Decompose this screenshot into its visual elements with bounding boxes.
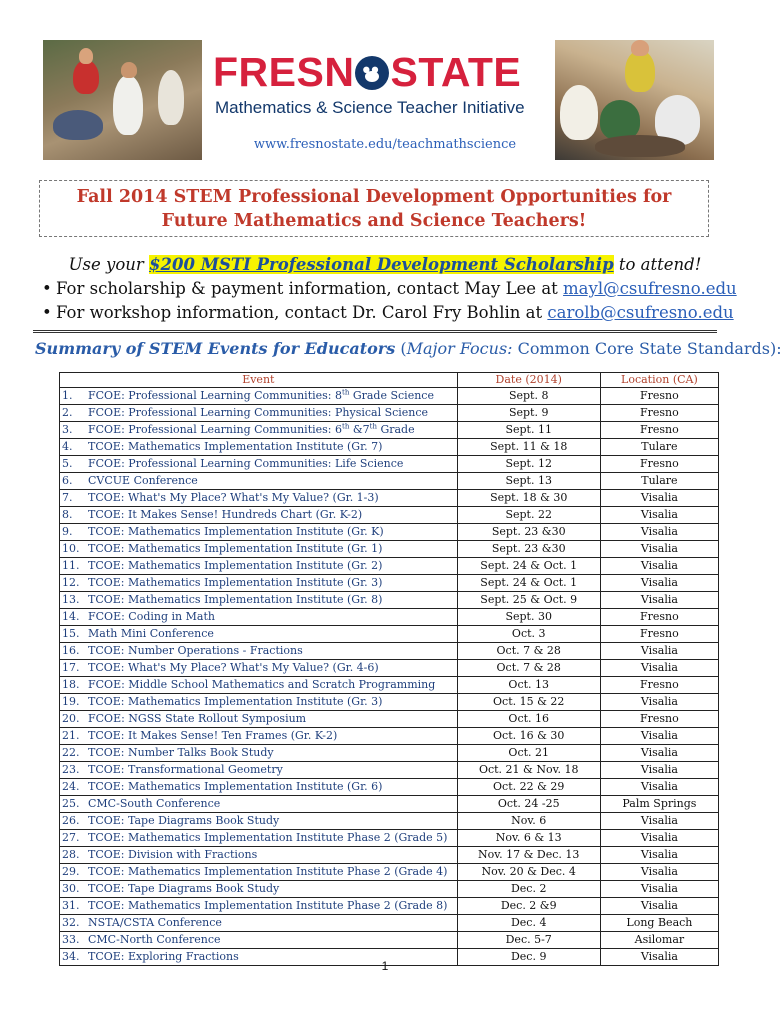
event-number: 20.	[62, 712, 80, 725]
event-number: 3.	[62, 423, 73, 436]
location-cell: Visalia	[600, 949, 718, 966]
event-number: 25.	[62, 797, 80, 810]
event-number: 12.	[62, 576, 80, 589]
date-cell: Sept. 22	[457, 507, 600, 524]
event-cell	[60, 864, 458, 881]
date-cell: Sept. 23 &30	[457, 524, 600, 541]
website-link[interactable]: www.fresnostate.edu/teachmathscience	[253, 137, 517, 152]
event-name: FCOE: NGSS State Rollout Symposium	[88, 712, 307, 725]
table-row	[60, 660, 719, 677]
event-number: 18.	[62, 678, 80, 691]
event-name: TCOE: Mathematics Implementation Institute Phase 2 (Grade 8)	[88, 899, 448, 912]
event-name: FCOE: Professional Learning Communities: 8th Grade Science	[88, 388, 434, 402]
event-cell	[60, 711, 458, 728]
event-name: TCOE: Exploring Fractions	[88, 950, 239, 963]
event-number: 26.	[62, 814, 80, 827]
paw-icon	[355, 56, 389, 90]
date-cell: Oct. 16	[457, 711, 600, 728]
table-row	[60, 456, 719, 473]
table-header-row	[60, 373, 719, 388]
location-cell: Visalia	[600, 558, 718, 575]
table-row	[60, 813, 719, 830]
contact-item-workshop	[42, 303, 734, 322]
location-cell: Long Beach	[600, 915, 718, 932]
event-name: TCOE: Mathematics Implementation Institute (Gr. 2)	[88, 559, 383, 572]
location-cell: Fresno	[600, 456, 718, 473]
location-cell: Tulare	[600, 473, 718, 490]
date-cell: Nov. 6 & 13	[457, 830, 600, 847]
location-cell: Fresno	[600, 422, 718, 439]
event-cell	[60, 490, 458, 507]
event-number: 7.	[62, 491, 73, 504]
event-name: CVCUE Conference	[88, 474, 198, 487]
event-name: TCOE: Division with Fractions	[88, 848, 258, 861]
date-cell: Oct. 24 -25	[457, 796, 600, 813]
event-number: 4.	[62, 440, 73, 453]
focus-value: Common Core State Standards	[512, 339, 770, 358]
location-cell: Visalia	[600, 694, 718, 711]
event-name: NSTA/CSTA Conference	[88, 916, 222, 929]
event-number: 33.	[62, 933, 80, 946]
event-cell	[60, 609, 458, 626]
date-cell: Oct. 13	[457, 677, 600, 694]
event-cell	[60, 439, 458, 456]
table-row	[60, 558, 719, 575]
location-cell: Visalia	[600, 762, 718, 779]
event-name: TCOE: Mathematics Implementation Institute (Gr. 8)	[88, 593, 383, 606]
fresno-state-logo	[213, 50, 533, 120]
summary-heading	[35, 339, 782, 358]
date-cell: Sept. 30	[457, 609, 600, 626]
table-row	[60, 898, 719, 915]
event-name: TCOE: Mathematics Implementation Institute (Gr. 1)	[88, 542, 383, 555]
event-cell	[60, 796, 458, 813]
location-cell: Visalia	[600, 643, 718, 660]
table-row	[60, 932, 719, 949]
email-link-mayl[interactable]: mayl@csufresno.edu	[563, 279, 737, 298]
date-cell: Sept. 8	[457, 388, 600, 405]
event-cell	[60, 847, 458, 864]
event-cell	[60, 762, 458, 779]
table-row	[60, 626, 719, 643]
date-cell: Sept. 13	[457, 473, 600, 490]
table-row	[60, 711, 719, 728]
event-number: 21.	[62, 729, 80, 742]
event-cell	[60, 813, 458, 830]
location-cell: Visalia	[600, 490, 718, 507]
date-cell: Sept. 18 & 30	[457, 490, 600, 507]
event-name: TCOE: Mathematics Implementation Institute (Gr. 3)	[88, 576, 383, 589]
event-cell	[60, 473, 458, 490]
date-cell: Dec. 9	[457, 949, 600, 966]
date-cell: Oct. 3	[457, 626, 600, 643]
date-cell: Sept. 11 & 18	[457, 439, 600, 456]
event-cell	[60, 660, 458, 677]
event-cell	[60, 456, 458, 473]
page-title-line-1: Fall 2014 STEM Professional Development Opportunities for	[76, 187, 672, 207]
contact-text: For workshop information, contact Dr. Carol Fry Bohlin at	[56, 303, 548, 322]
table-row	[60, 779, 719, 796]
table-row	[60, 422, 719, 439]
date-cell: Nov. 20 & Dec. 4	[457, 864, 600, 881]
event-cell	[60, 881, 458, 898]
table-row	[60, 677, 719, 694]
events-table	[59, 372, 719, 966]
date-cell: Dec. 4	[457, 915, 600, 932]
event-number: 28.	[62, 848, 80, 861]
contact-item-scholarship	[42, 279, 737, 298]
event-cell	[60, 405, 458, 422]
event-name: TCOE: It Makes Sense! Hundreds Chart (Gr. K-2)	[88, 508, 363, 521]
location-cell: Visalia	[600, 864, 718, 881]
event-name: TCOE: Mathematics Implementation Institute (Gr. K)	[88, 525, 384, 538]
date-cell: Oct. 7 & 28	[457, 643, 600, 660]
promo-prefix: Use your	[68, 255, 150, 274]
event-name: TCOE: Mathematics Implementation Institute (Gr. 6)	[88, 780, 383, 793]
table-row	[60, 643, 719, 660]
event-number: 27.	[62, 831, 80, 844]
date-cell: Oct. 7 & 28	[457, 660, 600, 677]
date-cell: Nov. 6	[457, 813, 600, 830]
table-row	[60, 830, 719, 847]
event-name: TCOE: Transformational Geometry	[88, 763, 283, 776]
event-name: CMC-South Conference	[88, 797, 221, 810]
location-cell: Visalia	[600, 728, 718, 745]
event-number: 1.	[62, 389, 73, 402]
location-cell: Visalia	[600, 575, 718, 592]
location-cell: Palm Springs	[600, 796, 718, 813]
event-number: 2.	[62, 406, 73, 419]
location-cell: Asilomar	[600, 932, 718, 949]
event-cell	[60, 915, 458, 932]
date-cell: Dec. 2	[457, 881, 600, 898]
event-number: 11.	[62, 559, 80, 572]
event-cell	[60, 643, 458, 660]
focus-label: Major Focus:	[406, 339, 513, 358]
event-cell	[60, 558, 458, 575]
event-name: FCOE: Professional Learning Communities: 6th &7th Grade	[88, 422, 415, 436]
event-cell	[60, 422, 458, 439]
table-row	[60, 592, 719, 609]
event-name: TCOE: Mathematics Implementation Institute (Gr. 3)	[88, 695, 383, 708]
location-cell: Visalia	[600, 898, 718, 915]
event-cell	[60, 388, 458, 405]
location-cell: Visalia	[600, 592, 718, 609]
event-number: 16.	[62, 644, 80, 657]
date-cell: Nov. 17 & Dec. 13	[457, 847, 600, 864]
location-cell: Visalia	[600, 830, 718, 847]
event-name: FCOE: Professional Learning Communities: Physical Science	[88, 406, 429, 419]
event-number: 17.	[62, 661, 80, 674]
event-cell	[60, 779, 458, 796]
table-row	[60, 864, 719, 881]
location-cell: Visalia	[600, 745, 718, 762]
date-cell: Oct. 21 & Nov. 18	[457, 762, 600, 779]
promo-suffix: to attend!	[613, 255, 702, 274]
date-cell: Sept. 24 & Oct. 1	[457, 558, 600, 575]
event-name: Math Mini Conference	[88, 627, 214, 640]
event-name: FCOE: Middle School Mathematics and Scratch Programming	[88, 678, 436, 691]
location-cell: Visalia	[600, 524, 718, 541]
event-number: 34.	[62, 950, 80, 963]
event-cell	[60, 541, 458, 558]
date-cell: Sept. 12	[457, 456, 600, 473]
date-cell: Sept. 9	[457, 405, 600, 422]
table-row	[60, 915, 719, 932]
event-number: 22.	[62, 746, 80, 759]
page-title-line-2: Future Mathematics and Science Teachers!	[161, 211, 587, 231]
event-name: TCOE: Number Talks Book Study	[88, 746, 274, 759]
table-row	[60, 439, 719, 456]
date-cell: Sept. 11	[457, 422, 600, 439]
date-cell: Oct. 15 & 22	[457, 694, 600, 711]
table-row	[60, 881, 719, 898]
event-cell	[60, 575, 458, 592]
event-number: 19.	[62, 695, 80, 708]
contact-text: For scholarship & payment information, contact May Lee at	[56, 279, 564, 298]
header-location: Location (CA)	[600, 373, 718, 388]
event-number: 8.	[62, 508, 73, 521]
location-cell: Fresno	[600, 711, 718, 728]
event-name: TCOE: Mathematics Implementation Institute (Gr. 7)	[88, 440, 383, 453]
event-cell	[60, 932, 458, 949]
bullet-icon: •	[42, 279, 52, 298]
table-row	[60, 796, 719, 813]
location-cell: Fresno	[600, 677, 718, 694]
email-link-carolb[interactable]: carolb@csufresno.edu	[547, 303, 734, 322]
table-row	[60, 575, 719, 592]
bullet-icon: •	[42, 303, 52, 322]
scholarship-link[interactable]: $200 MSTI Professional Development Scholarship	[149, 255, 614, 274]
date-cell: Sept. 23 &30	[457, 541, 600, 558]
event-cell	[60, 626, 458, 643]
event-name: TCOE: It Makes Sense! Ten Frames (Gr. K-2)	[88, 729, 338, 742]
event-name: TCOE: Tape Diagrams Book Study	[88, 814, 280, 827]
table-row	[60, 745, 719, 762]
location-cell: Fresno	[600, 626, 718, 643]
table-row	[60, 507, 719, 524]
table-row	[60, 541, 719, 558]
event-number: 10.	[62, 542, 80, 555]
event-name: FCOE: Coding in Math	[88, 610, 215, 623]
event-number: 23.	[62, 763, 80, 776]
event-number: 24.	[62, 780, 80, 793]
date-cell: Oct. 22 & 29	[457, 779, 600, 796]
table-row	[60, 762, 719, 779]
divider	[33, 330, 717, 333]
event-name: TCOE: Mathematics Implementation Institute Phase 2 (Grade 5)	[88, 831, 448, 844]
date-cell: Dec. 5-7	[457, 932, 600, 949]
event-cell	[60, 830, 458, 847]
summary-paren-close: ):	[769, 339, 782, 358]
event-number: 6.	[62, 474, 73, 487]
table-row	[60, 847, 719, 864]
event-number: 32.	[62, 916, 80, 929]
table-row	[60, 405, 719, 422]
event-cell	[60, 507, 458, 524]
logo-wordmark: FRESN•• STATE	[213, 50, 521, 94]
date-cell: Oct. 21	[457, 745, 600, 762]
event-cell	[60, 728, 458, 745]
event-number: 29.	[62, 865, 80, 878]
summary-paren: (	[395, 339, 407, 358]
table-row	[60, 728, 719, 745]
event-cell	[60, 694, 458, 711]
event-number: 31.	[62, 899, 80, 912]
event-name: FCOE: Professional Learning Communities: Life Science	[88, 457, 404, 470]
title-box	[39, 180, 709, 237]
location-cell: Tulare	[600, 439, 718, 456]
location-cell: Visalia	[600, 660, 718, 677]
event-name: TCOE: Mathematics Implementation Institute Phase 2 (Grade 4)	[88, 865, 448, 878]
table-row	[60, 473, 719, 490]
event-number: 15.	[62, 627, 80, 640]
event-number: 5.	[62, 457, 73, 470]
date-cell: Sept. 25 & Oct. 9	[457, 592, 600, 609]
event-cell	[60, 524, 458, 541]
header-date: Date (2014)	[457, 373, 600, 388]
table-row	[60, 694, 719, 711]
event-cell	[60, 677, 458, 694]
event-number: 9.	[62, 525, 73, 538]
summary-title: Summary of STEM Events for Educators	[35, 339, 396, 358]
location-cell: Visalia	[600, 541, 718, 558]
event-cell	[60, 592, 458, 609]
table-row	[60, 388, 719, 405]
event-name: TCOE: What's My Place? What's My Value? (Gr. 4-6)	[88, 661, 379, 674]
table-row	[60, 609, 719, 626]
location-cell: Fresno	[600, 609, 718, 626]
event-name: CMC-North Conference	[88, 933, 221, 946]
location-cell: Visalia	[600, 507, 718, 524]
event-cell	[60, 898, 458, 915]
location-cell: Visalia	[600, 881, 718, 898]
event-name: TCOE: What's My Place? What's My Value? (Gr. 1-3)	[88, 491, 379, 504]
location-cell: Visalia	[600, 813, 718, 830]
date-cell: Oct. 16 & 30	[457, 728, 600, 745]
event-number: 30.	[62, 882, 80, 895]
table-row	[60, 524, 719, 541]
date-cell: Dec. 2 &9	[457, 898, 600, 915]
header-event: Event	[60, 373, 458, 388]
logo-subtitle: Mathematics & Science Teacher Initiative	[215, 98, 525, 117]
scholarship-promo	[0, 255, 770, 274]
page-number: 1	[381, 959, 389, 973]
event-name: TCOE: Tape Diagrams Book Study	[88, 882, 280, 895]
event-name: TCOE: Number Operations - Fractions	[88, 644, 303, 657]
event-number: 14.	[62, 610, 80, 623]
table-row	[60, 490, 719, 507]
location-cell: Visalia	[600, 847, 718, 864]
date-cell: Sept. 24 & Oct. 1	[457, 575, 600, 592]
location-cell: Fresno	[600, 388, 718, 405]
event-cell	[60, 745, 458, 762]
location-cell: Fresno	[600, 405, 718, 422]
event-number: 13.	[62, 593, 80, 606]
location-cell: Visalia	[600, 779, 718, 796]
